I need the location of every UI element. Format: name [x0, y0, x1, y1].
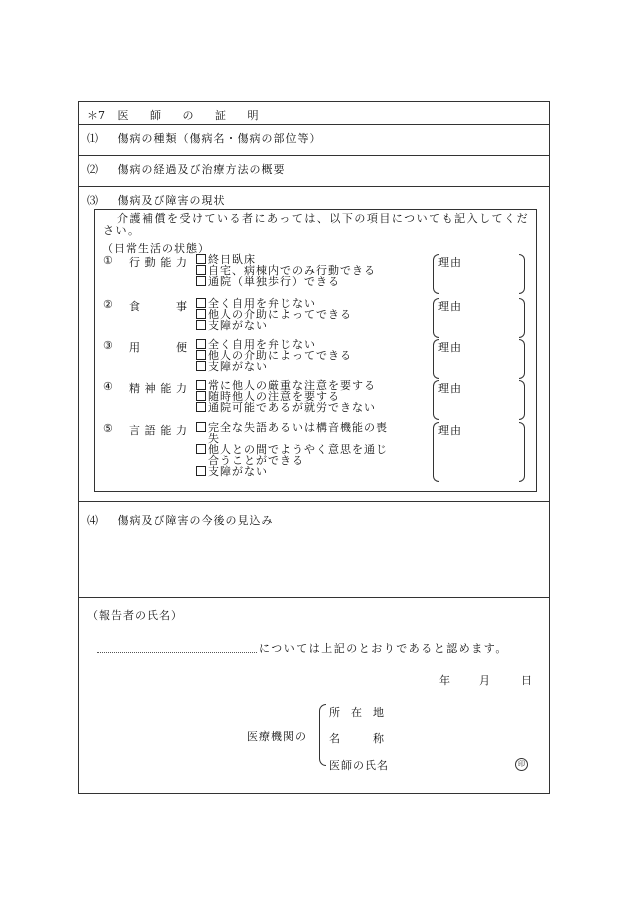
checkbox-icon[interactable] [196, 298, 206, 308]
option[interactable]: 完全な失語あるいは構音機能の喪 [196, 422, 416, 433]
option[interactable]: 常に他人の厳重な注意を要する [196, 380, 416, 391]
option-continuation: 合うことができる [208, 454, 304, 467]
checkbox-icon[interactable] [196, 276, 206, 286]
care-item-mobility [95, 254, 536, 296]
title-row [79, 102, 549, 125]
section-prognosis[interactable] [79, 502, 549, 598]
checkbox-icon[interactable] [196, 402, 206, 412]
care-item-eating [95, 298, 536, 340]
option[interactable]: 随時他人の注意を要する [196, 391, 416, 402]
section-label: 傷病の種類（傷病名・傷病の部位等） [117, 132, 322, 145]
item-number: ② [103, 298, 113, 311]
care-intro-text: 介護補償を受けている者にあっては、以下の項目についても記入してください。 [103, 212, 530, 237]
option[interactable]: 自宅、病棟内でのみ行動できる [196, 265, 416, 276]
option[interactable]: 支障がない [196, 466, 416, 477]
right-bracket-icon [519, 422, 525, 482]
section-injury-progress[interactable] [79, 156, 549, 187]
doctor-name-label: 医師の氏名 [329, 759, 389, 772]
seal-icon: 印 [515, 758, 528, 771]
checkbox-icon[interactable] [196, 391, 206, 401]
item-number: ③ [103, 339, 113, 352]
item-number: ⑤ [103, 422, 113, 435]
institution-label: 医療機関の [247, 730, 307, 743]
option[interactable]: 終日臥床 [196, 254, 416, 265]
reporter-section [79, 598, 549, 795]
checkbox-icon[interactable] [196, 350, 206, 360]
title-number: ＊7 [87, 109, 105, 122]
item-number: ① [103, 254, 113, 267]
option[interactable]: 支障がない [196, 361, 416, 372]
option[interactable]: 支障がない [196, 320, 416, 331]
checkbox-icon[interactable] [196, 339, 206, 349]
section-current-status [79, 187, 549, 502]
right-bracket-icon [519, 254, 525, 294]
checkbox-icon[interactable] [196, 265, 206, 275]
section-injury-type[interactable] [79, 125, 549, 156]
right-bracket-icon [519, 298, 525, 338]
address-label: 所 在 地 [329, 706, 384, 719]
day-label: 日 [521, 674, 532, 687]
reporter-name-field[interactable] [97, 652, 257, 653]
institution-name-label: 名 称 [329, 732, 384, 745]
checkbox-icon[interactable] [196, 444, 206, 454]
section-number: ⑷ [87, 514, 98, 527]
care-item-toileting [95, 339, 536, 381]
doctor-certificate-form [78, 101, 550, 794]
section-number: ⑴ [87, 132, 98, 145]
reason-label: 理由 [438, 300, 462, 313]
option[interactable]: 他人との間でようやく意思を通じ [196, 444, 416, 455]
option[interactable]: 全く自用を弁じない [196, 339, 416, 350]
reason-label: 理由 [438, 382, 462, 395]
reporter-name-label: （報告者の氏名） [87, 609, 183, 622]
checkbox-icon[interactable] [196, 309, 206, 319]
reason-label: 理由 [438, 256, 462, 269]
item-label: 行動能力 [129, 256, 187, 269]
year-label: 年 [439, 674, 450, 687]
section-label: 傷病及び障害の今後の見込み [117, 514, 274, 527]
section-number: ⑵ [87, 163, 98, 176]
option[interactable]: 他人の介助によってできる [196, 350, 416, 361]
care-item-speech [95, 422, 536, 484]
option[interactable]: 通院（単独歩行）できる [196, 276, 416, 287]
form-title: 医 師 の 証 明 [117, 109, 268, 122]
month-label: 月 [479, 674, 490, 687]
daily-life-label: （日常生活の状態） [102, 242, 210, 255]
reason-label: 理由 [438, 424, 462, 437]
option[interactable]: 他人の介助によってできる [196, 309, 416, 320]
checkbox-icon[interactable] [196, 380, 206, 390]
option[interactable]: 通院可能であるが就労できない [196, 402, 416, 413]
item-label: 食事 [129, 300, 187, 313]
checkbox-icon[interactable] [196, 466, 206, 476]
item-label: 精神能力 [129, 382, 187, 395]
option[interactable]: 全く自用を弁じない [196, 298, 416, 309]
certify-text: については上記のとおりであると認めます。 [259, 642, 508, 655]
item-label: 用便 [129, 341, 187, 354]
right-bracket-icon [519, 339, 525, 379]
section-number: ⑶ [87, 194, 98, 207]
section-label: 傷病及び障害の現状 [117, 194, 226, 207]
care-item-mental [95, 380, 536, 422]
checkbox-icon[interactable] [196, 254, 206, 264]
checkbox-icon[interactable] [196, 361, 206, 371]
right-bracket-icon [519, 380, 525, 420]
checkbox-icon[interactable] [196, 422, 206, 432]
brace-icon [319, 704, 326, 766]
reason-label: 理由 [438, 341, 462, 354]
checkbox-icon[interactable] [196, 320, 206, 330]
item-label: 言語能力 [129, 424, 187, 437]
care-compensation-box [94, 209, 537, 492]
option-continuation: 失 [208, 432, 220, 445]
section-label: 傷病の経過及び治療方法の概要 [117, 163, 286, 176]
item-number: ④ [103, 380, 113, 393]
